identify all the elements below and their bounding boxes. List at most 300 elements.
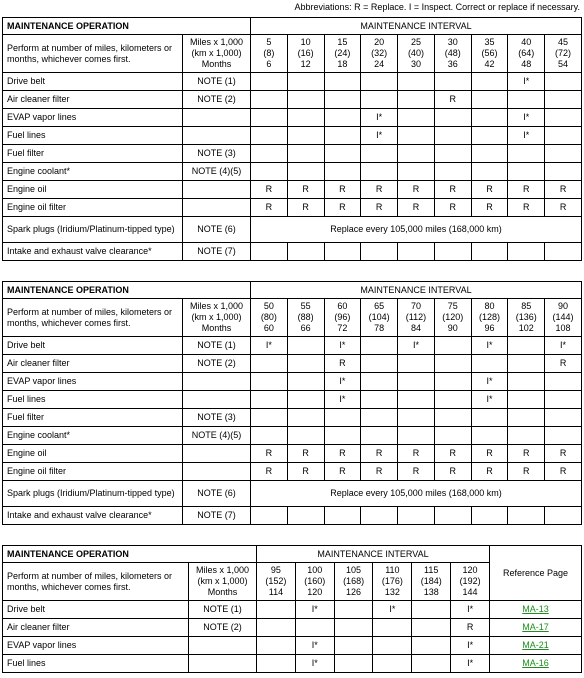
interval-mark: I* bbox=[471, 373, 508, 391]
note-cell: NOTE (1) bbox=[183, 337, 251, 355]
operation-name: Fuel filter bbox=[3, 145, 183, 163]
interval-cell bbox=[545, 299, 582, 337]
interval-cell bbox=[287, 35, 324, 73]
interval-mark bbox=[373, 619, 412, 637]
interval-mark: R bbox=[471, 181, 508, 199]
interval-mark bbox=[471, 427, 508, 445]
interval-mark bbox=[471, 163, 508, 181]
interval-miles: 45 bbox=[558, 37, 569, 47]
maintenance-table-3 bbox=[2, 545, 582, 673]
interval-km: (120) bbox=[442, 312, 464, 322]
interval-cell bbox=[324, 299, 361, 337]
interval-mark: R bbox=[508, 463, 545, 481]
interval-cell bbox=[251, 35, 288, 73]
interval-mark bbox=[545, 243, 582, 261]
reference-link[interactable]: MA-13 bbox=[522, 604, 549, 614]
note-cell: NOTE (1) bbox=[189, 601, 257, 619]
interval-months: 108 bbox=[555, 323, 571, 333]
interval-mark bbox=[287, 337, 324, 355]
interval-mark bbox=[471, 145, 508, 163]
maintenance-row bbox=[3, 655, 582, 673]
note-cell: NOTE (7) bbox=[183, 507, 251, 525]
note-cell bbox=[183, 391, 251, 409]
spark-plugs-instruction: Replace every 105,000 miles (168,000 km) bbox=[251, 217, 582, 243]
interval-mark: R bbox=[398, 445, 435, 463]
interval-miles: 55 bbox=[300, 301, 311, 311]
note-cell: NOTE (3) bbox=[183, 409, 251, 427]
maintenance-table-1 bbox=[2, 17, 582, 261]
interval-mark: R bbox=[545, 445, 582, 463]
interval-months: 36 bbox=[447, 59, 458, 69]
interval-cell bbox=[398, 299, 435, 337]
operation-name: Fuel lines bbox=[3, 655, 189, 673]
interval-mark bbox=[251, 355, 288, 373]
interval-mark: I* bbox=[471, 391, 508, 409]
valve-clearance-row bbox=[3, 507, 582, 525]
interval-mark bbox=[324, 127, 361, 145]
interval-cell bbox=[295, 563, 334, 601]
interval-mark bbox=[251, 127, 288, 145]
interval-mark: R bbox=[434, 91, 471, 109]
interval-mark bbox=[324, 145, 361, 163]
interval-mark: R bbox=[451, 619, 490, 637]
interval-mark: R bbox=[434, 463, 471, 481]
interval-km: (192) bbox=[459, 576, 481, 586]
perform-description: Perform at number of miles, kilometers or months, whichever comes first. bbox=[3, 35, 183, 73]
interval-mark bbox=[471, 91, 508, 109]
units-label: Miles x 1,000 (km x 1,000) Months bbox=[183, 299, 251, 337]
interval-mark: R bbox=[251, 445, 288, 463]
reference-cell bbox=[490, 655, 582, 673]
interval-mark: R bbox=[324, 199, 361, 217]
interval-km: (64) bbox=[518, 48, 535, 58]
interval-miles: 10 bbox=[300, 37, 311, 47]
operation-name: Drive belt bbox=[3, 601, 189, 619]
interval-mark: R bbox=[471, 463, 508, 481]
interval-mark: I* bbox=[508, 109, 545, 127]
interval-mark bbox=[471, 409, 508, 427]
interval-mark bbox=[434, 409, 471, 427]
interval-cell bbox=[508, 299, 545, 337]
note-cell: NOTE (2) bbox=[183, 355, 251, 373]
interval-miles: 80 bbox=[484, 301, 495, 311]
interval-mark: I* bbox=[398, 337, 435, 355]
interval-mark bbox=[324, 163, 361, 181]
interval-cell bbox=[508, 35, 545, 73]
interval-mark bbox=[334, 655, 373, 673]
note-cell bbox=[189, 655, 257, 673]
interval-mark bbox=[287, 427, 324, 445]
interval-mark bbox=[361, 73, 398, 91]
maintenance-row bbox=[3, 445, 582, 463]
operation-name: Fuel lines bbox=[3, 127, 183, 145]
interval-mark bbox=[508, 391, 545, 409]
interval-km: (104) bbox=[368, 312, 390, 322]
reference-cell bbox=[490, 619, 582, 637]
operation-name: Spark plugs (Iridium/Platinum-tipped type) bbox=[3, 217, 183, 243]
operation-name: Fuel lines bbox=[3, 391, 183, 409]
interval-mark bbox=[434, 373, 471, 391]
interval-months: 54 bbox=[558, 59, 569, 69]
interval-mark bbox=[287, 109, 324, 127]
abbreviations-legend: Abbreviations: R = Replace. I = Inspect. Correct or replace if necessary. bbox=[294, 2, 580, 12]
interval-mark bbox=[508, 145, 545, 163]
operation-name: Engine coolant* bbox=[3, 427, 183, 445]
interval-miles: 35 bbox=[484, 37, 495, 47]
interval-cell bbox=[373, 563, 412, 601]
interval-mark bbox=[361, 507, 398, 525]
interval-mark: R bbox=[545, 355, 582, 373]
interval-mark bbox=[545, 127, 582, 145]
interval-mark: R bbox=[251, 463, 288, 481]
interval-months: 120 bbox=[307, 587, 323, 597]
interval-mark bbox=[434, 427, 471, 445]
interval-mark bbox=[398, 91, 435, 109]
maintenance-row bbox=[3, 73, 582, 91]
interval-months: 48 bbox=[521, 59, 532, 69]
interval-mark bbox=[471, 355, 508, 373]
interval-miles: 15 bbox=[337, 37, 348, 47]
valve-clearance-row bbox=[3, 243, 582, 261]
interval-mark: I* bbox=[361, 109, 398, 127]
interval-mark bbox=[434, 243, 471, 261]
interval-mark bbox=[287, 355, 324, 373]
interval-mark: R bbox=[324, 181, 361, 199]
operation-name: Intake and exhaust valve clearance* bbox=[3, 243, 183, 261]
interval-km: (40) bbox=[407, 48, 424, 58]
interval-miles: 100 bbox=[307, 565, 323, 575]
interval-mark bbox=[545, 73, 582, 91]
interval-mark: R bbox=[287, 445, 324, 463]
interval-mark bbox=[287, 373, 324, 391]
operation-name: Drive belt bbox=[3, 337, 183, 355]
interval-cell bbox=[287, 299, 324, 337]
interval-mark bbox=[257, 637, 296, 655]
interval-mark bbox=[471, 73, 508, 91]
interval-mark bbox=[398, 127, 435, 145]
interval-mark: I* bbox=[451, 601, 490, 619]
interval-mark: I* bbox=[295, 655, 334, 673]
interval-mark: R bbox=[545, 463, 582, 481]
interval-mark bbox=[545, 391, 582, 409]
interval-km: (56) bbox=[481, 48, 498, 58]
interval-mark: R bbox=[287, 199, 324, 217]
interval-miles: 90 bbox=[558, 301, 569, 311]
interval-mark bbox=[251, 373, 288, 391]
interval-miles: 30 bbox=[447, 37, 458, 47]
interval-mark bbox=[251, 409, 288, 427]
note-cell: NOTE (2) bbox=[183, 91, 251, 109]
operation-name: Air cleaner filter bbox=[3, 355, 183, 373]
interval-cell bbox=[471, 35, 508, 73]
operation-name: Engine oil bbox=[3, 181, 183, 199]
interval-mark bbox=[257, 619, 296, 637]
interval-months: 144 bbox=[462, 587, 478, 597]
interval-mark bbox=[398, 163, 435, 181]
interval-months: 96 bbox=[484, 323, 495, 333]
maintenance-row bbox=[3, 601, 582, 619]
note-cell: NOTE (3) bbox=[183, 145, 251, 163]
interval-months: 12 bbox=[300, 59, 311, 69]
interval-mark: R bbox=[361, 445, 398, 463]
interval-mark bbox=[545, 507, 582, 525]
interval-mark bbox=[508, 373, 545, 391]
interval-row bbox=[3, 299, 582, 337]
maintenance-row bbox=[3, 373, 582, 391]
interval-mark bbox=[398, 109, 435, 127]
operation-name: Air cleaner filter bbox=[3, 91, 183, 109]
interval-mark: R bbox=[287, 463, 324, 481]
interval-mark bbox=[257, 601, 296, 619]
interval-mark bbox=[287, 127, 324, 145]
interval-miles: 120 bbox=[462, 565, 478, 575]
interval-mark bbox=[361, 145, 398, 163]
maintenance-row bbox=[3, 163, 582, 181]
interval-mark bbox=[324, 109, 361, 127]
maintenance-row bbox=[3, 427, 582, 445]
interval-mark bbox=[287, 91, 324, 109]
interval-mark bbox=[373, 637, 412, 655]
interval-mark bbox=[251, 91, 288, 109]
interval-mark bbox=[471, 507, 508, 525]
interval-mark bbox=[324, 409, 361, 427]
interval-mark: I* bbox=[295, 637, 334, 655]
interval-km: (176) bbox=[381, 576, 403, 586]
interval-months: 6 bbox=[266, 59, 272, 69]
interval-mark bbox=[251, 243, 288, 261]
interval-mark: I* bbox=[545, 337, 582, 355]
interval-cell bbox=[361, 35, 398, 73]
note-cell bbox=[183, 181, 251, 199]
interval-cell bbox=[471, 299, 508, 337]
maintenance-row bbox=[3, 91, 582, 109]
interval-mark: I* bbox=[324, 391, 361, 409]
interval-mark bbox=[251, 163, 288, 181]
perform-description: Perform at number of miles, kilometers or months, whichever comes first. bbox=[3, 563, 189, 601]
interval-km: (80) bbox=[260, 312, 277, 322]
interval-mark: R bbox=[361, 463, 398, 481]
note-cell bbox=[183, 127, 251, 145]
note-cell bbox=[189, 637, 257, 655]
interval-mark: R bbox=[361, 199, 398, 217]
interval-miles: 95 bbox=[270, 565, 281, 575]
note-cell bbox=[183, 199, 251, 217]
reference-link[interactable]: MA-21 bbox=[522, 640, 549, 650]
interval-km: (88) bbox=[297, 312, 314, 322]
maintenance-row bbox=[3, 145, 582, 163]
maintenance-row bbox=[3, 637, 582, 655]
interval-mark bbox=[398, 373, 435, 391]
interval-mark bbox=[508, 507, 545, 525]
interval-cell bbox=[434, 299, 471, 337]
interval-mark bbox=[545, 373, 582, 391]
interval-mark bbox=[287, 73, 324, 91]
interval-mark: I* bbox=[251, 337, 288, 355]
maintenance-row bbox=[3, 337, 582, 355]
interval-mark bbox=[434, 109, 471, 127]
note-cell: NOTE (6) bbox=[183, 217, 251, 243]
interval-mark bbox=[295, 619, 334, 637]
interval-mark: R bbox=[508, 199, 545, 217]
interval-mark bbox=[361, 391, 398, 409]
note-cell: NOTE (6) bbox=[183, 481, 251, 507]
note-cell bbox=[183, 373, 251, 391]
interval-months: 42 bbox=[484, 59, 495, 69]
interval-cell bbox=[334, 563, 373, 601]
interval-mark bbox=[287, 409, 324, 427]
reference-cell bbox=[490, 637, 582, 655]
interval-mark: R bbox=[545, 199, 582, 217]
operation-name: Spark plugs (Iridium/Platinum-tipped type) bbox=[3, 481, 183, 507]
interval-header: MAINTENANCE INTERVAL bbox=[251, 282, 582, 299]
note-cell: NOTE (4)(5) bbox=[183, 427, 251, 445]
interval-mark bbox=[508, 355, 545, 373]
interval-miles: 85 bbox=[521, 301, 532, 311]
interval-mark bbox=[361, 373, 398, 391]
interval-header: MAINTENANCE INTERVAL bbox=[257, 546, 490, 563]
maintenance-row bbox=[3, 109, 582, 127]
interval-mark bbox=[251, 73, 288, 91]
interval-mark bbox=[324, 91, 361, 109]
interval-cell bbox=[257, 563, 296, 601]
interval-km: (160) bbox=[304, 576, 326, 586]
interval-cell bbox=[545, 35, 582, 73]
operation-header: MAINTENANCE OPERATION bbox=[3, 546, 257, 563]
header-row bbox=[3, 18, 582, 35]
interval-mark bbox=[334, 637, 373, 655]
interval-mark: I* bbox=[295, 601, 334, 619]
interval-mark: R bbox=[471, 445, 508, 463]
maintenance-row bbox=[3, 127, 582, 145]
interval-miles: 110 bbox=[385, 565, 400, 575]
operation-name: Air cleaner filter bbox=[3, 619, 189, 637]
interval-mark bbox=[434, 391, 471, 409]
interval-header: MAINTENANCE INTERVAL bbox=[251, 18, 582, 35]
maintenance-row bbox=[3, 463, 582, 481]
interval-mark bbox=[398, 391, 435, 409]
interval-mark bbox=[545, 145, 582, 163]
interval-km: (144) bbox=[552, 312, 574, 322]
reference-header: Reference Page bbox=[490, 546, 582, 601]
interval-mark bbox=[545, 91, 582, 109]
interval-months: 72 bbox=[337, 323, 348, 333]
interval-months: 132 bbox=[384, 587, 400, 597]
interval-mark bbox=[471, 127, 508, 145]
interval-km: (152) bbox=[265, 576, 287, 586]
spark-plugs-row bbox=[3, 481, 582, 507]
reference-cell bbox=[490, 601, 582, 619]
interval-km: (48) bbox=[444, 48, 461, 58]
interval-mark bbox=[398, 507, 435, 525]
interval-miles: 65 bbox=[374, 301, 385, 311]
interval-mark bbox=[545, 409, 582, 427]
interval-mark bbox=[361, 337, 398, 355]
interval-mark bbox=[361, 427, 398, 445]
interval-mark bbox=[434, 337, 471, 355]
interval-mark bbox=[434, 73, 471, 91]
interval-mark bbox=[251, 109, 288, 127]
interval-mark bbox=[508, 409, 545, 427]
interval-mark bbox=[412, 637, 451, 655]
interval-miles: 50 bbox=[263, 301, 274, 311]
interval-mark bbox=[287, 391, 324, 409]
note-cell: NOTE (7) bbox=[183, 243, 251, 261]
interval-mark bbox=[398, 409, 435, 427]
interval-mark bbox=[508, 427, 545, 445]
interval-mark bbox=[251, 145, 288, 163]
interval-mark: I* bbox=[451, 637, 490, 655]
interval-mark bbox=[434, 355, 471, 373]
interval-mark bbox=[287, 243, 324, 261]
interval-mark bbox=[471, 109, 508, 127]
interval-mark bbox=[398, 145, 435, 163]
interval-mark bbox=[324, 73, 361, 91]
interval-mark bbox=[373, 655, 412, 673]
interval-miles: 40 bbox=[521, 37, 532, 47]
interval-mark: R bbox=[398, 463, 435, 481]
interval-mark bbox=[434, 163, 471, 181]
spark-plugs-instruction: Replace every 105,000 miles (168,000 km) bbox=[251, 481, 582, 507]
interval-mark: R bbox=[398, 199, 435, 217]
interval-cell bbox=[324, 35, 361, 73]
interval-mark bbox=[334, 601, 373, 619]
interval-km: (112) bbox=[405, 312, 427, 322]
interval-cell bbox=[361, 299, 398, 337]
interval-mark: R bbox=[324, 445, 361, 463]
interval-mark bbox=[398, 427, 435, 445]
interval-km: (96) bbox=[334, 312, 351, 322]
interval-mark bbox=[361, 243, 398, 261]
interval-miles: 75 bbox=[447, 301, 458, 311]
interval-mark bbox=[508, 337, 545, 355]
maintenance-row bbox=[3, 391, 582, 409]
interval-months: 18 bbox=[337, 59, 348, 69]
interval-cell bbox=[434, 35, 471, 73]
interval-mark bbox=[251, 427, 288, 445]
interval-mark bbox=[251, 507, 288, 525]
interval-months: 90 bbox=[447, 323, 458, 333]
maintenance-row bbox=[3, 619, 582, 637]
interval-mark: R bbox=[324, 463, 361, 481]
operation-name: EVAP vapor lines bbox=[3, 373, 183, 391]
interval-mark bbox=[545, 163, 582, 181]
reference-link[interactable]: MA-17 bbox=[522, 622, 549, 632]
interval-km: (24) bbox=[334, 48, 351, 58]
reference-link[interactable]: MA-16 bbox=[522, 658, 549, 668]
operation-name: Engine oil bbox=[3, 445, 183, 463]
interval-cell bbox=[451, 563, 490, 601]
interval-mark bbox=[324, 243, 361, 261]
interval-mark: I* bbox=[324, 337, 361, 355]
interval-km: (16) bbox=[297, 48, 314, 58]
interval-months: 66 bbox=[300, 323, 311, 333]
operation-name: Intake and exhaust valve clearance* bbox=[3, 507, 183, 525]
units-label: Miles x 1,000 (km x 1,000) Months bbox=[189, 563, 257, 601]
maintenance-row bbox=[3, 355, 582, 373]
operation-name: EVAP vapor lines bbox=[3, 637, 189, 655]
interval-mark: I* bbox=[451, 655, 490, 673]
operation-name: Fuel filter bbox=[3, 409, 183, 427]
note-cell bbox=[183, 109, 251, 127]
interval-miles: 70 bbox=[410, 301, 421, 311]
interval-mark bbox=[398, 73, 435, 91]
maintenance-table-2 bbox=[2, 281, 582, 525]
interval-row bbox=[3, 35, 582, 73]
interval-mark bbox=[251, 391, 288, 409]
interval-mark bbox=[361, 163, 398, 181]
interval-mark bbox=[412, 619, 451, 637]
interval-mark bbox=[287, 163, 324, 181]
